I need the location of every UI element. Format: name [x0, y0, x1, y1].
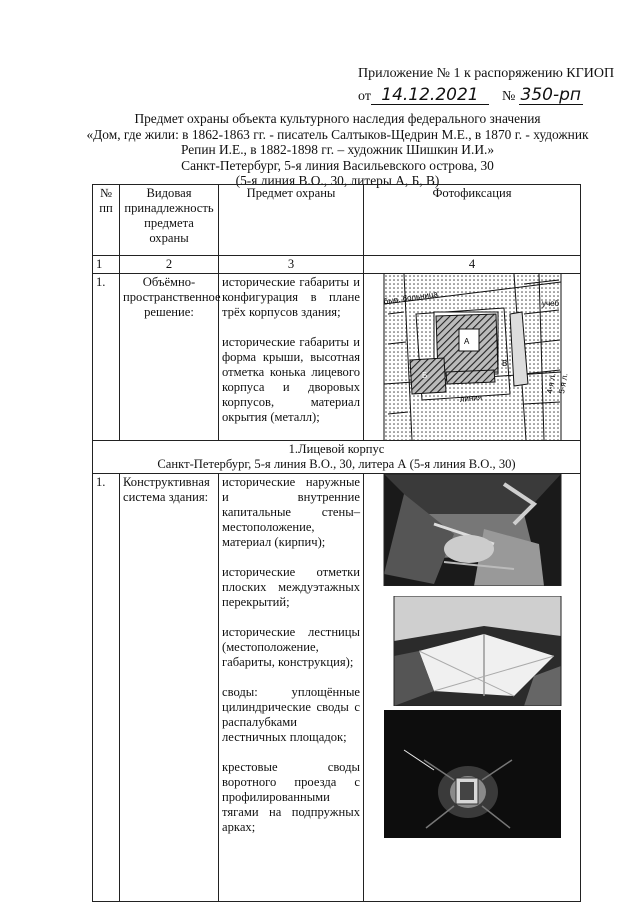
column-number-row [93, 256, 581, 274]
title-line: «Дом, где жили: в 1862-1863 гг. - писатель Салтыков-Щедрин М.Е., в 1870 г. - художник [86, 126, 589, 142]
site-plan-map [364, 274, 581, 440]
subject-item: исторические отметки плоских междуэтажных перекрытий; [222, 565, 360, 609]
header-type: Видовая принадлежность предмета охраны [120, 185, 219, 256]
row-subject [219, 274, 364, 441]
section-title: 1.Лицевой корпус [288, 442, 385, 456]
row-type: Конструктивная система здания: [120, 474, 219, 902]
header-subject: Предмет охраны [219, 185, 364, 256]
title-line: (5-я линия В.О., 30, литеры А, Б, В) [235, 173, 440, 188]
col-number: 1 [93, 256, 120, 274]
title-line: Предмет охраны объекта культурного наследия федерального значения [134, 111, 541, 126]
row-subject [219, 474, 364, 902]
site-plan-photo [364, 274, 581, 441]
subject-item: исторические лестницы (местоположение, габариты, конструкция); [222, 625, 360, 669]
photo-gate-vault [364, 710, 581, 838]
header-photo: Фотофиксация [364, 185, 581, 256]
protection-table [92, 184, 581, 902]
subject-item: крестовые своды воротного проезда с профилированными тягами на подпружных арках; [222, 760, 360, 834]
order-date: 14.12.2021 [381, 85, 479, 105]
subject-item: исторические наружные и внутренние капитальные стены– местоположение, материал (кирпич); [222, 475, 360, 549]
section-header-row [93, 441, 581, 474]
photo-staircase-middle [364, 596, 581, 706]
map-label: 5-я л. [557, 372, 570, 395]
title-line: Репин И.Е., в 1882-1898 гг. – художник Шишкин И.И.» [180, 142, 495, 157]
map-label: учеб [542, 299, 560, 308]
map-label: Б [422, 371, 428, 380]
section-address: Санкт-Петербург, 5-я линия В.О., 30, литера А (5-я линия В.О., 30) [157, 457, 516, 471]
date-prefix: от [358, 89, 371, 104]
map-label: А [464, 337, 470, 346]
map-label: линия [459, 392, 483, 404]
col-number: 3 [219, 256, 364, 274]
photo-staircase-top [364, 474, 581, 586]
annex-title: Приложение № 1 к распоряжению КГИОП [358, 66, 615, 81]
map-label: быв. больница [383, 289, 439, 306]
col-number: 4 [364, 256, 581, 274]
order-reference [358, 85, 583, 105]
order-number: 350-рп [520, 85, 582, 105]
col-number: 2 [120, 256, 219, 274]
number-prefix: № [501, 89, 516, 104]
row-number: 1. [93, 274, 120, 441]
map-label: В [502, 359, 508, 368]
map-label: 4-я л. [545, 372, 558, 395]
document-title [60, 111, 615, 189]
header-num: № пп [93, 185, 120, 256]
subject-item: своды: уплощённые цилиндрические своды с распалубками лестничных площадок; [222, 685, 360, 744]
section-header [93, 441, 581, 474]
subject-item: исторические габариты и конфигурация в плане трёх корпусов здания; [222, 275, 360, 319]
table-header-row [93, 185, 581, 256]
table-row [93, 474, 581, 902]
photo-column [364, 474, 581, 902]
row-type: Объёмно-пространственное решение: [120, 274, 219, 441]
row-number: 1. [93, 474, 120, 902]
table-row [93, 274, 581, 441]
subject-item: исторические габариты и форма крыши, высотная отметка конька лицевого корпуса и дворовых корпусов, материал окрытия (металл); [222, 335, 360, 424]
title-line: Санкт-Петербург, 5-я линия Васильевского острова, 30 [181, 157, 494, 173]
